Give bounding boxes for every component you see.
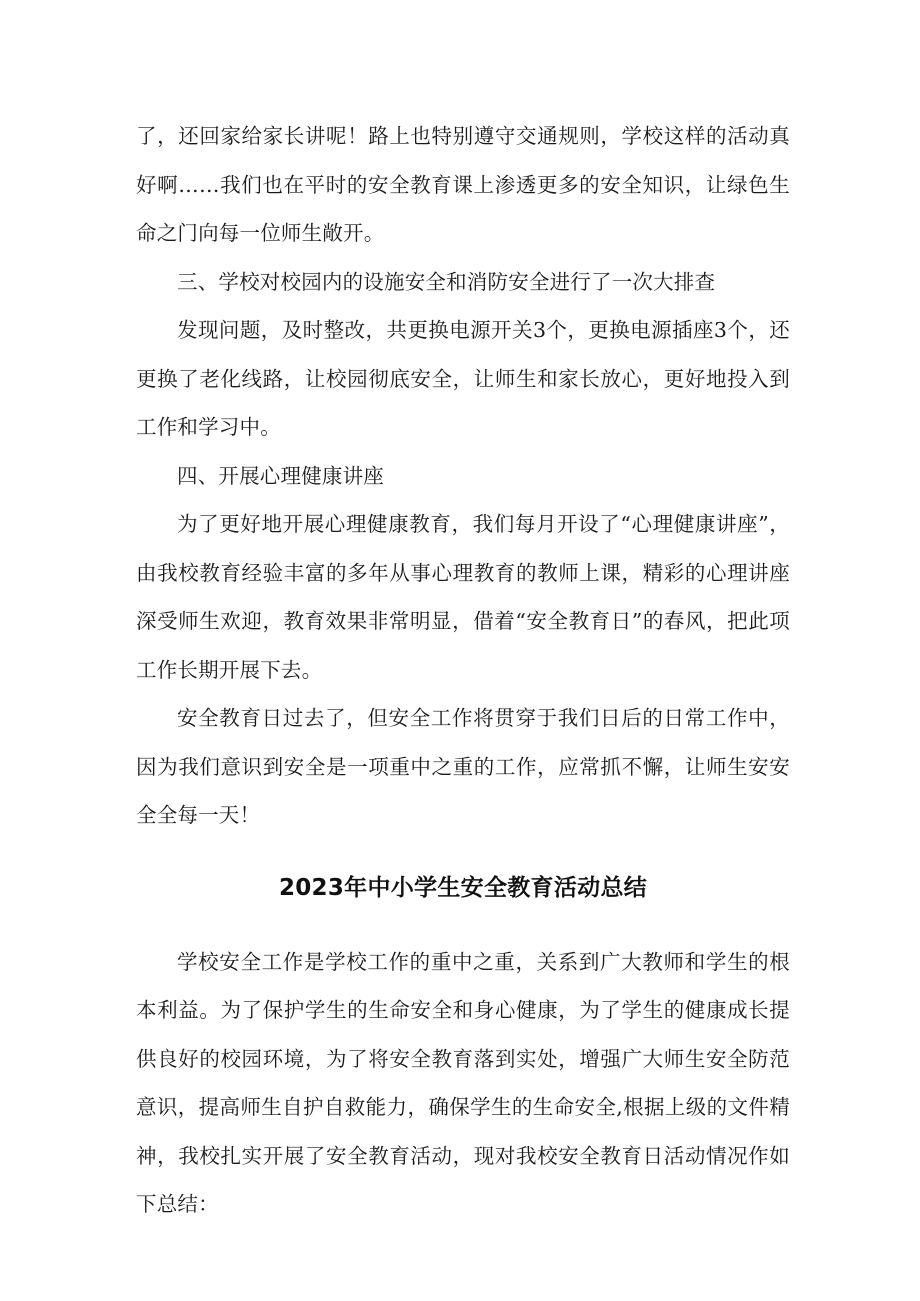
section-4-heading: 四、开展心理健康讲座: [177, 463, 384, 488]
section-4-paragraph: 为了更好地开展心理健康教育，我们每月开设了“心理健康讲座”，由我校教育经验丰富的多年从事心理教育的教师上课，精彩的心理讲座深受师生欢迎，教育效果非常明显，借着“安全教育日”的春风，把此项工作长期开展下去。: [136, 512, 790, 682]
document-title: 2023年中小学生安全教育活动总结: [278, 874, 648, 901]
intro-paragraph: 学校安全工作是学校工作的重中之重，关系到广大教师和学生的根本利益。为了保护学生的生命安全和身心健康，为了学生的健康成长提供良好的校园环境，为了将安全教育落到实处，增强广大师生安全防范意识，提高师生自护自救能力，确保学生的生命安全,根据上级的文件精神，我校扎实开展了安全教育活动，现对我校安全教育日活动情况作如下总结：: [136, 949, 790, 1216]
section-3-paragraph: 发现问题，及时整改，共更换电源开关3个，更换电源插座3个，还更换了老化线路，让校园彻底安全，让师生和家长放心，更好地投入到工作和学习中。: [136, 318, 790, 439]
closing-paragraph: 安全教育日过去了，但安全工作将贯穿于我们日后的日常工作中，因为我们意识到安全是一项重中之重的工作，应常抓不懈，让师生安安全全每一天！: [136, 706, 790, 827]
document-body: [136, 112, 790, 1229]
section-3-heading: 三、学校对校园内的设施安全和消防安全进行了一次大排查: [177, 269, 716, 294]
continuation-paragraph: 了，还回家给家长讲呢！路上也特别遵守交通规则，学校这样的活动真好啊……我们也在平时的安全教育课上渗透更多的安全知识，让绿色生命之门向每一位师生敞开。: [136, 124, 790, 245]
